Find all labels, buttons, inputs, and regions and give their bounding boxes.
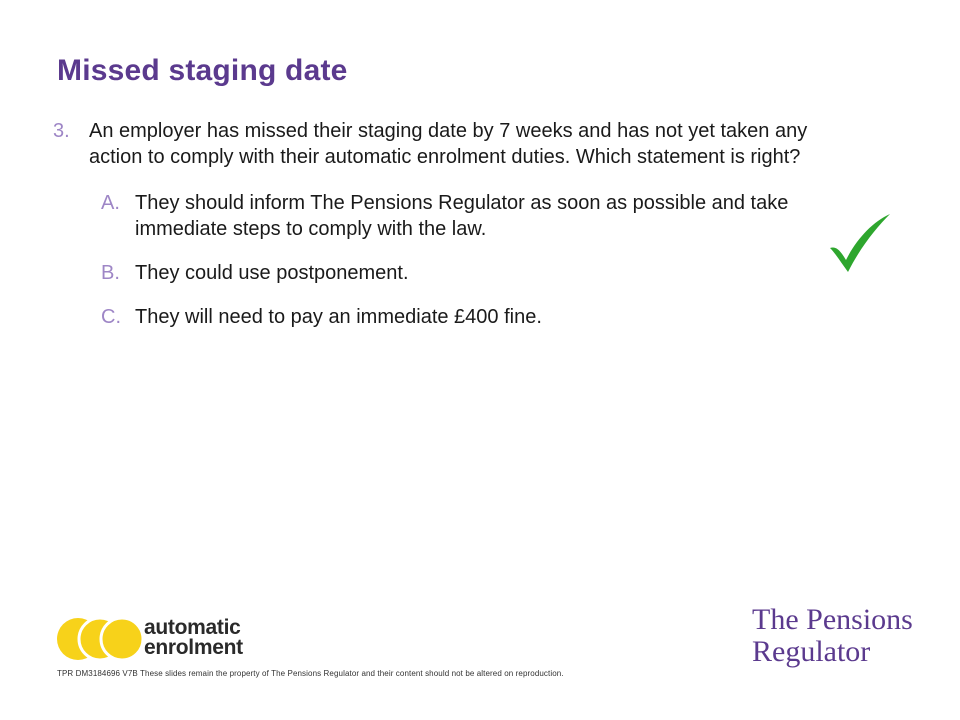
option-b: [101, 260, 853, 286]
option-c: [101, 304, 853, 330]
option-text: They should inform The Pensions Regulator as soon as possible and take immediate steps to comply with the law.: [135, 192, 789, 240]
checkmark-icon: [826, 210, 896, 276]
ae-line1: automatic: [144, 616, 241, 639]
tpr-line2: Regulator: [752, 635, 871, 668]
ae-line2: enrolment: [144, 636, 243, 659]
automatic-enrolment-wordmark: [144, 618, 243, 658]
option-text: They will need to pay an immediate £400 fine.: [135, 306, 542, 328]
option-letter: B.: [101, 262, 120, 284]
question-row: [53, 118, 853, 170]
question-block: [53, 118, 853, 348]
question-number: 3.: [53, 120, 70, 142]
option-text: They could use postponement.: [135, 262, 409, 284]
slide-title: Missed staging date: [57, 54, 348, 87]
option-letter: A.: [101, 192, 120, 214]
option-letter: C.: [101, 306, 121, 328]
tpr-line1: The Pensions: [752, 603, 913, 636]
footer-disclaimer: TPR DM3184696 V7B These slides remain the property of The Pensions Regulator and their content should not be altered on reproduction.: [57, 669, 564, 678]
question-text: An employer has missed their staging date by 7 weeks and has not yet taken any action to comply with their automatic enrolment duties. Which statement is right?: [89, 120, 808, 168]
answer-options: [101, 190, 853, 330]
pensions-regulator-logo: [752, 604, 913, 668]
option-a: [101, 190, 853, 242]
